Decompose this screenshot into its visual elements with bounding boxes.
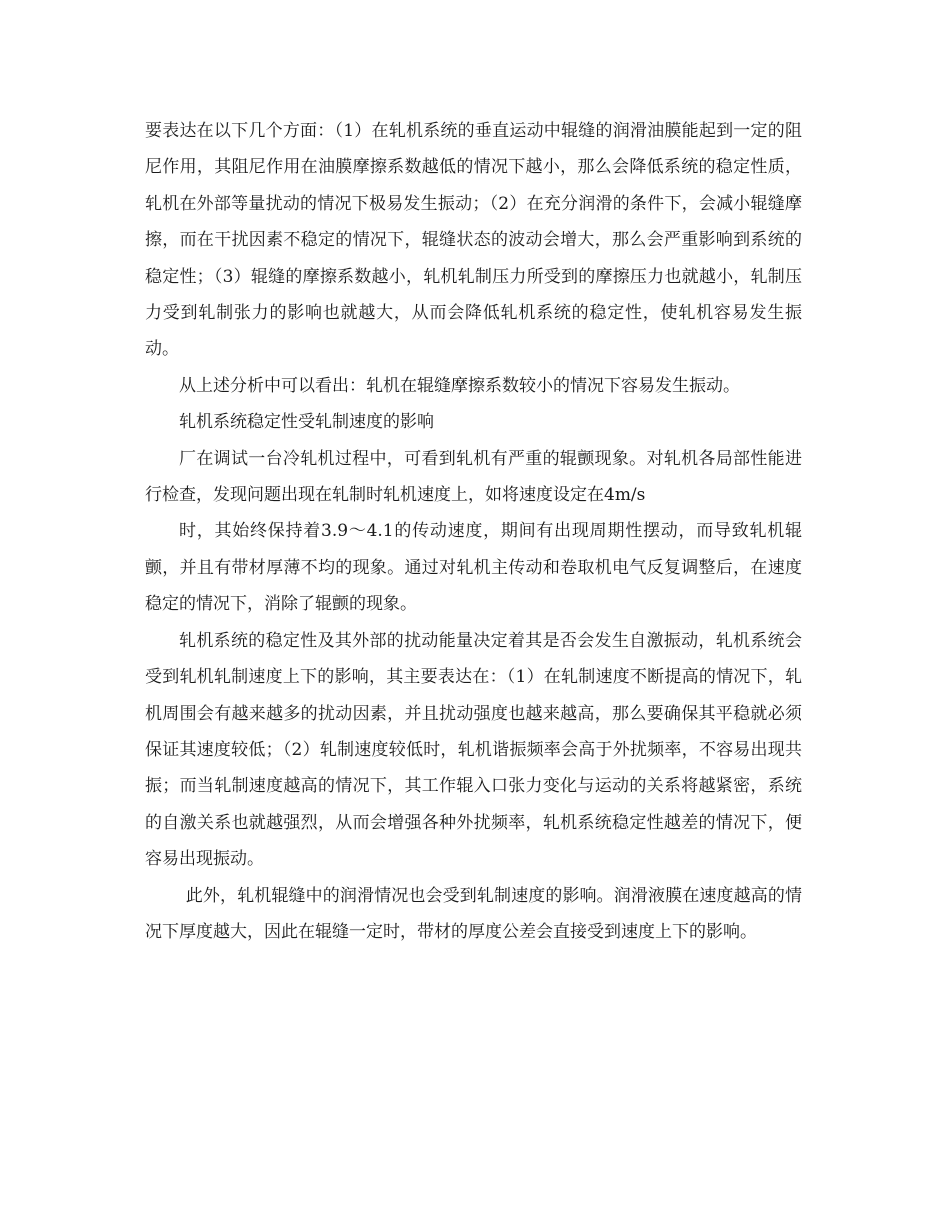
paragraph-case-study xyxy=(145,441,802,623)
case-study-part-1: 厂在调试一台冷轧机过程中，可看到轧机有严重的辊颤现象。对轧机各局部性能进行检查，发现问题出现在轧制时轧机速度上，如将速度设定在4m/s xyxy=(145,448,802,506)
case-study-part-2: 时，其始终保持着3.9～4.1的传动速度，期间有出现周期性摆动，而导致轧机辊颤，并且有带材厚薄不均的现象。通过对轧机主传动和卷取机电气反复调整后，在速度稳定的情况下，消除了辊颤的现象。 xyxy=(145,521,802,615)
paragraph-lubrication-effects: 要表达在以下几个方面：（1）在轧机系统的垂直运动中辊缝的润滑油膜能起到一定的阻尼作用，其阻尼作用在油膜摩擦系数越低的情况下越小，那么会降低系统的稳定性质，轧机在外部等量扰动的情况下极易发生振动；（2）在充分润滑的条件下，会减小辊缝摩擦，而在干扰因素不稳定的情况下，辊缝状态的波动会增大，那么会严重影响到系统的稳定性；（3）辊缝的摩擦系数越小，轧机轧制压力所受到的摩擦压力也就越小，轧制压力受到轧制张力的影响也就越大，从而会降低轧机系统的稳定性，使轧机容易发生振动。 xyxy=(145,121,802,360)
section-heading: 轧机系统稳定性受轧制速度的影响 xyxy=(179,412,434,433)
paragraph-speed-influence: 轧机系统的稳定性及其外部的扰动能量决定着其是否会发生自激振动，轧机系统会受到轧机轧制速度上下的影响，其主要表达在：（1）在轧制速度不断提高的情况下，轧机周围会有越来越多的扰动因素，并且扰动强度也越来越高，那么要确保其平稳就必须保证其速度较低；（2）轧制速度较低时，轧机谐振频率会高于外扰频率，不容易出现共振；而当轧制速度越高的情况下，其工作辊入口张力变化与运动的关系将越紧密，系统的自激关系也就越强烈，从而会增强各种外扰频率，轧机系统稳定性越差的情况下，便容易出现振动。 xyxy=(145,630,802,870)
document-body xyxy=(145,113,802,950)
paragraph-conclusion: 从上述分析中可以看出：轧机在辊缝摩擦系数较小的情况下容易发生振动。 xyxy=(179,375,740,396)
paragraph-lubrication-speed: 此外，轧机辊缝中的润滑情况也会受到轧制速度的影响。润滑液膜在速度越高的情况下厚度越大，因此在辊缝一定时，带材的厚度公差会直接受到速度上下的影响。 xyxy=(145,885,802,942)
